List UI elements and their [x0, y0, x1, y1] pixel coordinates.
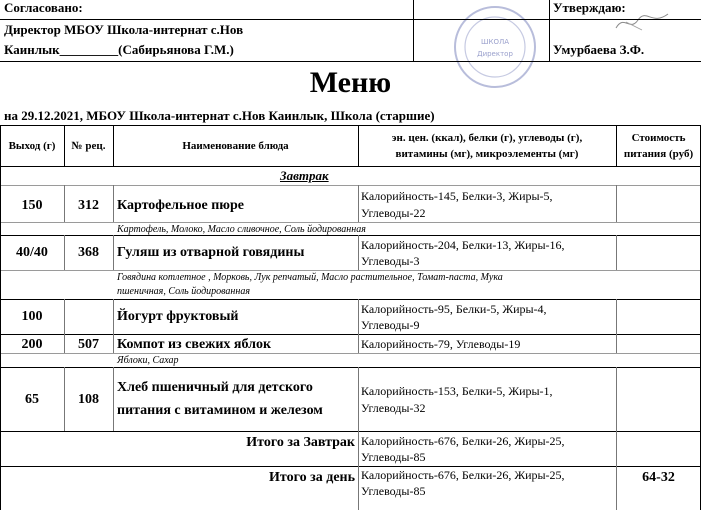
row3-nutr1: Калорийность-95, Белки-5, Жиры-4, — [361, 302, 547, 316]
row3-output: 100 — [21, 309, 43, 324]
total-breakfast-nutr2: Углеводы-85 — [361, 450, 426, 464]
col-output: Выход (г) — [8, 140, 56, 152]
row1-dish: Картофельное пюре — [117, 198, 244, 213]
row4-recipe: 507 — [78, 337, 99, 352]
row5-dish-line2: питания с витамином и железом — [117, 403, 323, 418]
row2-output: 40/40 — [16, 245, 48, 260]
row2-ingredients-2: пшеничная, Соль йодированная — [117, 286, 250, 297]
col-dish-name: Наименование блюда — [182, 140, 289, 152]
stamp-text-1: ШКОЛА — [480, 38, 510, 46]
row4-nutr1: Калорийность-79, Углеводы-19 — [361, 337, 521, 351]
row2-dish: Гуляш из отварной говядины — [117, 245, 305, 260]
row5-nutr1: Калорийность-153, Белки-5, Жиры-1, — [361, 384, 553, 398]
approver-name: Умурбаева З.Ф. — [553, 42, 645, 57]
col-nutrition-line2: витамины (мг), микроэлементы (мг) — [395, 148, 579, 160]
menu-subtitle: на 29.12.2021, МБОУ Школа-интернат с.Нов Каинлык, Школа (старшие) — [4, 108, 435, 123]
row3-nutr2: Углеводы-9 — [361, 318, 420, 332]
row3-dish: Йогурт фруктовый — [117, 309, 239, 324]
row5-nutr2: Углеводы-32 — [361, 401, 426, 415]
row4-output: 200 — [21, 337, 43, 352]
total-breakfast-nutr1: Калорийность-676, Белки-26, Жиры-25, — [361, 434, 565, 448]
signature-mark — [612, 8, 672, 36]
row4-ingredients: Яблоки, Сахар — [117, 355, 179, 366]
row5-recipe: 108 — [78, 392, 99, 407]
total-day-label: Итого за день — [269, 470, 355, 485]
section-breakfast: Завтрак — [280, 168, 329, 183]
col-cost-line1: Стоимость — [631, 132, 686, 144]
row1-nutr1: Калорийность-145, Белки-3, Жиры-5, — [361, 189, 553, 203]
approved-label: Утверждаю: — [553, 0, 626, 15]
total-day-cost: 64-32 — [642, 470, 675, 485]
row5-dish-line1: Хлеб пшеничный для детского — [117, 380, 313, 395]
col-nutrition-line1: эн. цен. (ккал), белки (г), углеводы (г), — [391, 132, 583, 144]
director-line-1: Директор МБОУ Школа-интернат с.Нов — [4, 22, 244, 37]
total-day-nutr1: Калорийность-676, Белки-26, Жиры-25, — [361, 468, 565, 482]
row1-ingredients: Картофель, Молоко, Масло сливочное, Соль йодированная — [117, 224, 366, 235]
row1-recipe: 312 — [78, 198, 99, 213]
row5-output: 65 — [25, 392, 39, 407]
col-cost-line2: питания (руб) — [623, 148, 694, 160]
row2-nutr1: Калорийность-204, Белки-13, Жиры-16, — [361, 238, 565, 252]
row2-recipe: 368 — [78, 245, 99, 260]
director-line-2: Каинлык_________(Сабирьянова Г.М.) — [4, 42, 234, 57]
col-recipe: № рец. — [71, 140, 106, 152]
row1-output: 150 — [21, 198, 43, 213]
total-day-nutr2: Углеводы-85 — [361, 484, 426, 498]
stamp-text-2: Директор — [477, 50, 513, 58]
row2-ingredients-1: Говядина котлетное , Морковь, Лук репчатый, Масло растительное, Томат-паста, Мука — [117, 272, 503, 283]
row1-nutr2: Углеводы-22 — [361, 206, 426, 220]
agreed-label: Согласовано: — [4, 0, 83, 15]
page-title: Меню — [309, 66, 392, 99]
row2-nutr2: Углеводы-3 — [361, 254, 420, 268]
total-breakfast-label: Итого за Завтрак — [246, 435, 355, 450]
row4-dish: Компот из свежих яблок — [117, 337, 272, 352]
